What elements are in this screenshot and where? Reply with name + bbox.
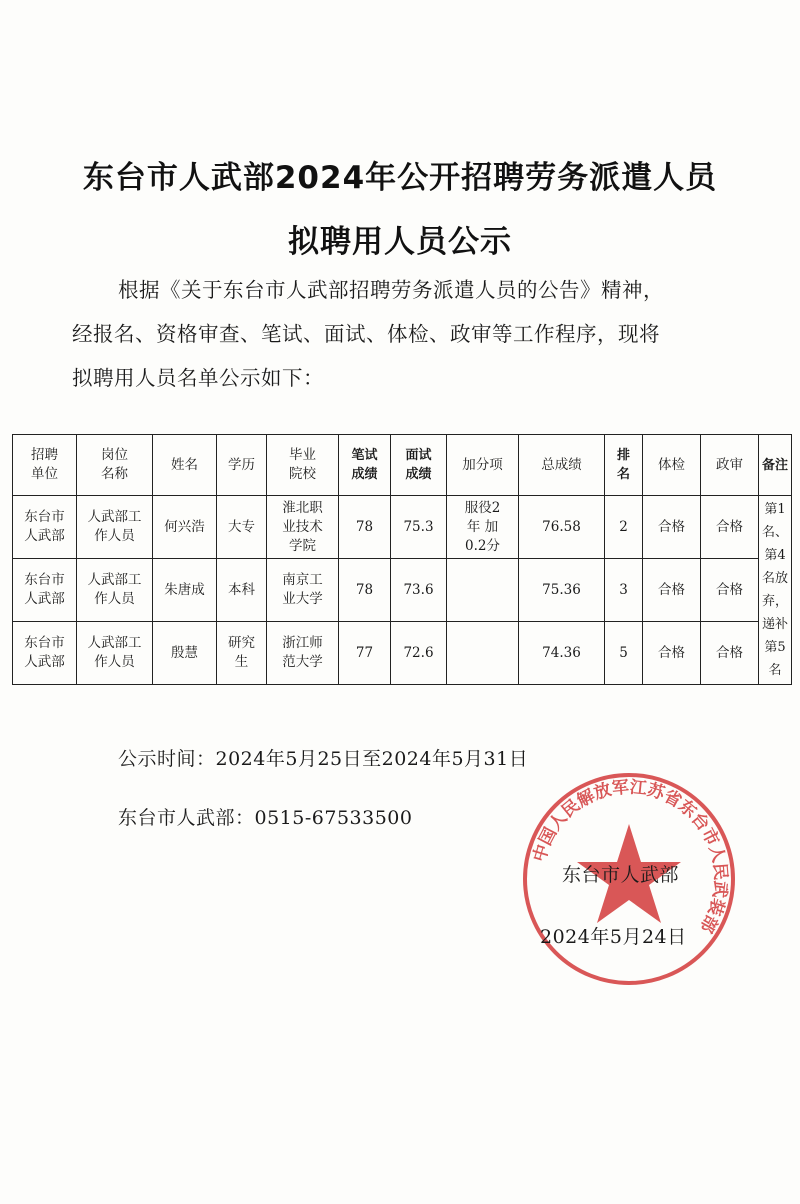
table-row [13,496,792,559]
intro-line-3: 拟聘用人员名单公示如下： [72,366,324,390]
header-cell: 排 名 [605,435,643,496]
table-cell: 2 [605,496,643,559]
header-cell: 面试 成绩 [391,435,447,496]
table-header-row [13,435,792,496]
publicity-period: 公示时间：2024年5月25日至2024年5月31日 [118,748,529,770]
intro-paragraph [72,268,712,400]
table-cell: 73.6 [391,559,447,622]
header-cell: 加分项 [447,435,519,496]
document-title-line1: 东台市人武部2024年公开招聘劳务派遣人员 [82,160,718,196]
table-cell: 75.3 [391,496,447,559]
table-row [13,622,792,685]
table-cell: 合格 [643,559,701,622]
table-cell: 大专 [217,496,267,559]
table-cell: 东台市 人武部 [13,559,77,622]
table-cell [447,559,519,622]
header-cell: 学历 [217,435,267,496]
table-cell: 78 [339,496,391,559]
signing-date: 2024年5月24日 [540,926,687,948]
table-cell: 朱唐成 [153,559,217,622]
table-cell: 78 [339,559,391,622]
table-cell: 合格 [701,559,759,622]
table-cell: 5 [605,622,643,685]
header-cell: 总成绩 [519,435,605,496]
intro-line-1: 根据《关于东台市人武部招聘劳务派遣人员的公告》精神， [118,278,664,302]
table-cell: 合格 [643,622,701,685]
table-cell: 75.36 [519,559,605,622]
table-cell: 合格 [643,496,701,559]
table-cell: 合格 [701,496,759,559]
header-cell: 毕业 院校 [267,435,339,496]
document-title-line2: 拟聘用人员公示 [288,224,512,260]
header-cell: 笔试 成绩 [339,435,391,496]
table-cell: 服役2 年 加 0.2分 [447,496,519,559]
table-cell: 浙江师 范大学 [267,622,339,685]
header-cell: 岗位 名称 [77,435,153,496]
table-cell: 何兴浩 [153,496,217,559]
table-cell: 77 [339,622,391,685]
table-cell: 3 [605,559,643,622]
intro-line-2: 经报名、资格审查、笔试、面试、体检、政审等工作程序，现将 [72,322,660,346]
table-row [13,559,792,622]
table-cell: 74.36 [519,622,605,685]
table-cell: 76.58 [519,496,605,559]
table-cell: 人武部工 作人员 [77,559,153,622]
seal-text: 中国人民解放军江苏省东台市人民武装部 [529,777,731,936]
candidates-table [12,434,792,685]
header-cell: 体检 [643,435,701,496]
table-cell: 72.6 [391,622,447,685]
table-cell: 合格 [701,622,759,685]
signer-name: 东台市人武部 [562,864,680,886]
table-cell: 人武部工 作人员 [77,622,153,685]
header-cell: 姓名 [153,435,217,496]
table-cell: 研究 生 [217,622,267,685]
header-cell: 政审 [701,435,759,496]
header-cell: 备注 [759,435,792,496]
table-cell [447,622,519,685]
table-cell: 人武部工 作人员 [77,496,153,559]
header-cell: 招聘 单位 [13,435,77,496]
remarks-cell: 第1 名、 第4 名放 弃， 递补 第5 名 [759,496,792,685]
table-cell: 南京工 业大学 [267,559,339,622]
table-cell: 淮北职 业技术 学院 [267,496,339,559]
table-cell: 东台市 人武部 [13,622,77,685]
table-cell: 殷慧 [153,622,217,685]
table-cell: 本科 [217,559,267,622]
table-cell: 东台市 人武部 [13,496,77,559]
contact-phone: 东台市人武部：0515-67533500 [118,807,413,829]
